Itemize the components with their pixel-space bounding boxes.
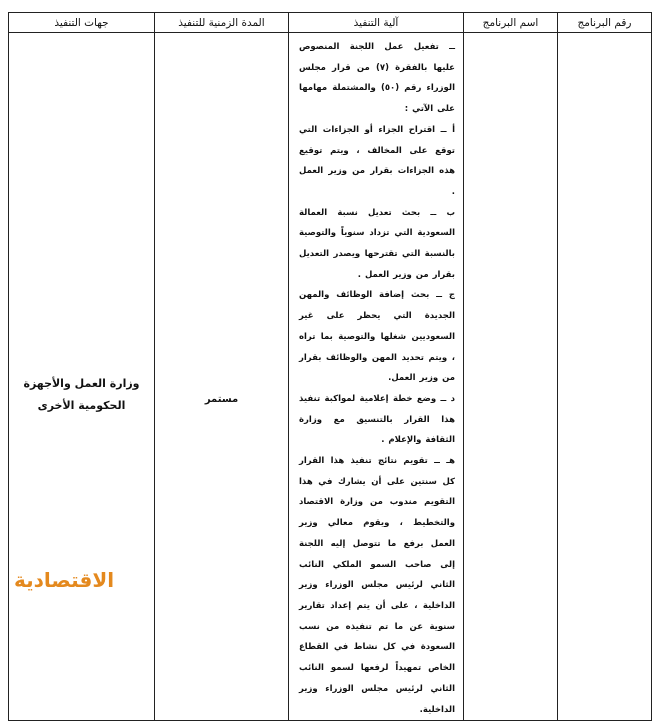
- duration-value: مستمر: [204, 394, 239, 406]
- program-table: [8, 12, 652, 721]
- cell-program-name: [464, 33, 558, 721]
- mechanism-text: [289, 33, 463, 720]
- mechanism-item-d: د ــ وضع خطة إعلامية لمواكبة تنفيذ هذا القرار بالتنسيق مع وزارة الثقافة والإعلام .: [299, 393, 455, 446]
- mechanism-item-c: ج ــ بحث إضافة الوظائف والمهن الجديدة التي يحظر على غير السعوديين شغلها والتوصية بما تراه ، ويتم تحديد المهن والوظائف بقرار من وزير العمل.: [299, 290, 455, 384]
- aleqtisadiah-logo: الاقتصادية: [14, 568, 115, 592]
- header-mechanism: آلية التنفيذ: [289, 13, 464, 33]
- header-duration: المدة الزمنية للتنفيذ: [155, 13, 289, 33]
- mechanism-item-b: ب ــ بحث تعديل نسبة العمالة السعودية التي تزداد سنوياً والتوصية بالنسبة التي تقترحها ويصدر التعديل بقرار من وزير العمل .: [299, 207, 455, 280]
- cell-duration: [155, 33, 289, 721]
- header-entities: جهات التنفيذ: [9, 13, 155, 33]
- header-program-number: رقم البرنامج: [558, 13, 652, 33]
- header-program-name: اسم البرنامج: [464, 13, 558, 33]
- cell-mechanism: [289, 33, 464, 721]
- entities-value: وزارة العمل والأجهزة الحكومية الأخرى: [23, 376, 140, 412]
- mechanism-intro: ــ تفعيل عمل اللجنة المنصوص عليها بالفقرة (٧) من قرار مجلس الوزراء رقم (٥٠) والمشتملة مهامها على الآتي :: [299, 42, 455, 115]
- table-row: [9, 33, 652, 721]
- table-header-row: [9, 13, 652, 33]
- cell-entities: [9, 33, 155, 721]
- mechanism-item-a: أ ــ اقتراح الجزاء أو الجزاءات التي توقع على المخالف ، ويتم توقيع هذه الجزاءات بقرار من وزير العمل .: [299, 124, 455, 197]
- mechanism-item-e: هـ ــ تقويم نتائج تنفيذ هذا القرار كل سنتين على أن يشارك في هذا التقويم مندوب من وزارة الاقتصاد والتخطيط ، ويقوم معالي وزير العمل برفع ما تتوصل إليه اللجنة إلى صاحب السمو الملكي النائب الثاني لرئيس مجلس الوزراء وزير الداخلية ، على أن يتم إعداد تقارير سنوية عن ما تم تنفيذه من نسب السعودة في كل نشاط في القطاع الخاص تمهيداً لرفعها لسمو النائب الثاني لرئيس مجلس الوزراء وزير الداخلية.: [299, 456, 455, 715]
- cell-program-number: [558, 33, 652, 721]
